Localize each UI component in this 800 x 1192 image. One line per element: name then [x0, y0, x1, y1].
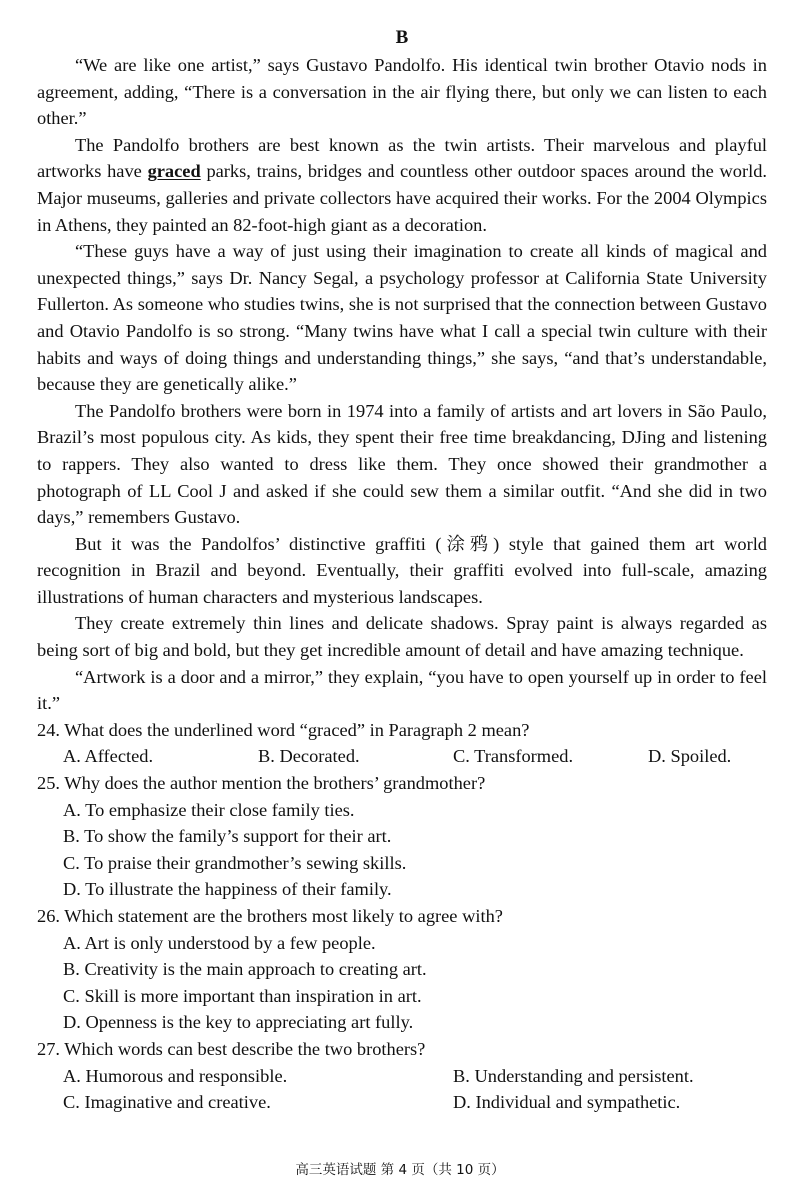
options-row [37, 1063, 767, 1090]
paragraph-text: parks, trains, bridges and countless other outdoor spaces around the world. Major museums, galleries and private collectors have acquired their works. For the 2004 Olympics in Athens, they painted an 82-foot-high giant as a decoration. [37, 161, 767, 235]
option-d: D. Spoiled. [648, 746, 732, 767]
paragraph-1 [37, 52, 767, 132]
option-c: C. Skill is more important than inspiration in art. [63, 985, 422, 1006]
question-27 [37, 1036, 767, 1116]
option-a: A. Art is only understood by a few people. [63, 932, 376, 953]
option-a: A. To emphasize their close family ties. [63, 799, 355, 820]
question-stem: 24. What does the underlined word “graced” in Paragraph 2 mean? [37, 719, 530, 740]
paragraph-text: “These guys have a way of just using their imagination to create all kinds of magical and unexpected things,” says Dr. Nancy Segal, a psychology professor at California State University Fullerton. As someone who studies twins, she is not surprised that the connection between Gustavo and Otavio Pandolfo is so strong. “Many twins have what I call a special twin culture with their habits and ways of doing things and understanding things,” she says, “and that’s understandable, because they are genetically alike.” [37, 241, 767, 395]
paragraph-3 [37, 238, 767, 398]
paragraph-4 [37, 398, 767, 531]
underlined-word: graced [147, 161, 201, 182]
paragraph-5 [37, 531, 767, 611]
options-row [37, 743, 767, 770]
question-stem: 26. Which statement are the brothers most likely to agree with? [37, 906, 503, 926]
paragraph-text: The Pandolfo brothers are best known as the twin artists. Their marvelous and playful artworks have [37, 134, 767, 182]
paragraph-text: “Artwork is a door and a mirror,” they explain, “you have to open yourself up in order to feel it.” [37, 666, 767, 714]
option-a: A. Humorous and responsible. [63, 1065, 288, 1086]
option-d: D. Individual and sympathetic. [453, 1092, 681, 1113]
paragraph-2 [37, 132, 767, 238]
exam-page [37, 26, 767, 1116]
paragraph-text: They create extremely thin lines and delicate shadows. Spray paint is always regarded as being sort of big and bold, but they get incredible amount of detail and have amazing technique. [37, 613, 767, 661]
options-row [37, 1089, 767, 1116]
question-26 [37, 903, 767, 1036]
option-d: D. To illustrate the happiness of their family. [63, 879, 392, 900]
option-c: C. Transformed. [453, 746, 574, 767]
paragraph-text: The Pandolfo brothers were born in 1974 into a family of artists and art lovers in São Paulo, Brazil’s most populous city. As kids, they spent their free time breakdancing, DJing and listening to rappers. They also wanted to dress like them. They once showed their grandmother a photograph of LL Cool J and asked if she could sew them a similar outfit. “And she did in two days,” remembers Gustavo. [37, 400, 767, 528]
question-stem: 25. Why does the author mention the brothers’ grandmother? [37, 773, 486, 794]
option-d: D. Openness is the key to appreciating art fully. [63, 1012, 414, 1033]
option-c: C. Imaginative and creative. [63, 1092, 271, 1113]
passage [37, 52, 767, 717]
question-25 [37, 770, 767, 903]
option-b: B. To show the family’s support for their art. [63, 826, 392, 847]
section-title: B [395, 27, 409, 48]
option-b: B. Understanding and persistent. [453, 1065, 694, 1086]
option-a: A. Affected. [63, 746, 154, 767]
option-c: C. To praise their grandmother’s sewing skills. [63, 852, 407, 873]
paragraph-7 [37, 664, 767, 717]
paragraph-text: But it was the Pandolfos’ distinctive graffiti (涂鸦) style that gained them art world recognition in Brazil and beyond. Eventually, their graffiti evolved into full-scale, amazing illustrations of human characters and mysterious landscapes. [37, 533, 767, 607]
option-b: B. Creativity is the main approach to creating art. [63, 959, 427, 980]
option-b: B. Decorated. [258, 746, 360, 767]
question-24 [37, 717, 767, 770]
page-footer: 高三英语试题 第 4 页（共 10 页） [295, 1162, 505, 1178]
question-stem: 27. Which words can best describe the two brothers? [37, 1038, 426, 1059]
paragraph-text: “We are like one artist,” says Gustavo Pandolfo. His identical twin brother Otavio nods in agreement, adding, “There is a conversation in the air flying there, but only we can listen to each other.” [37, 55, 767, 129]
paragraph-6 [37, 610, 767, 663]
